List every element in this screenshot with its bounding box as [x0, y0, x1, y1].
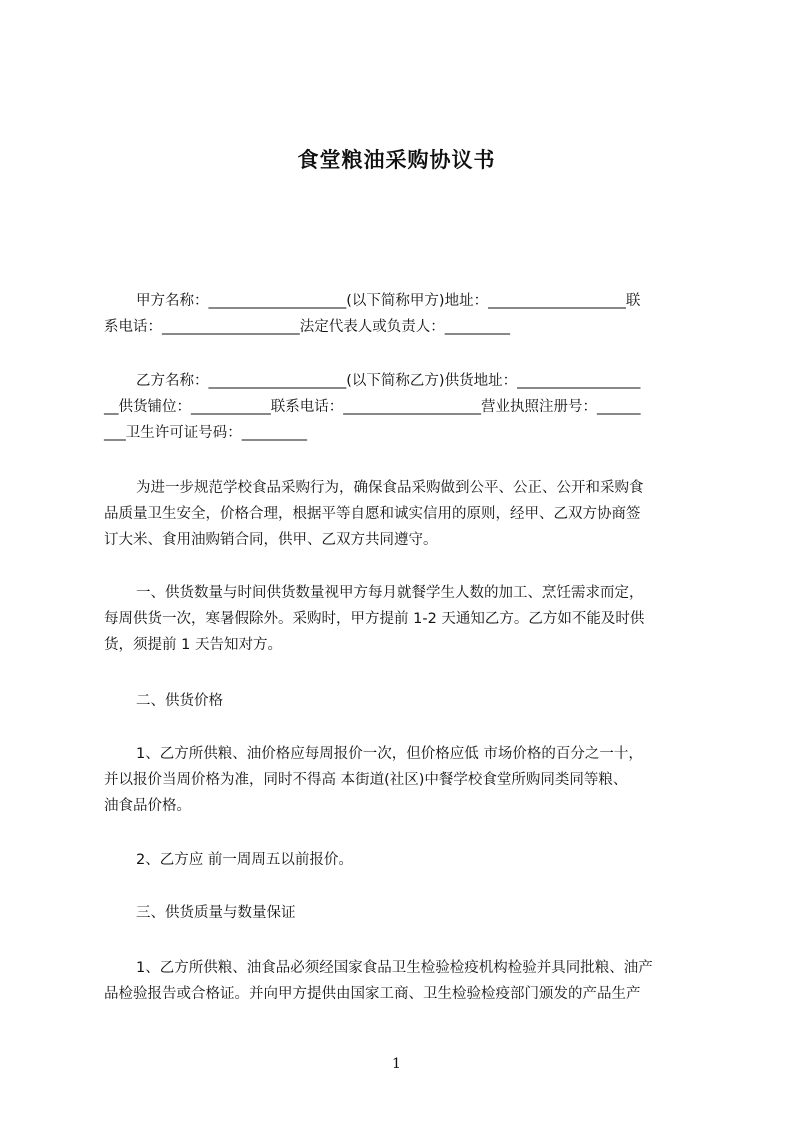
party-b-info [104, 368, 716, 446]
section-2-item-1 [104, 741, 716, 819]
section-1-line-3: 货，须提前 1 天告知对方。 [104, 637, 282, 653]
section-1-line-2: 每周供货一次，寒暑假除外。采购时，甲方提前 1-2 天通知乙方。乙方如不能及时供 [104, 611, 645, 627]
section-3-item-1 [104, 955, 716, 1007]
section-3-item-1-line-2: 品检验报告或合格证。并向甲方提供由国家工商、卫生检验检疫部门颁发的产品生产 [104, 986, 641, 1002]
party-a-line-1: 甲方名称：___________________(以下简称甲方)地址：___________________联 [136, 293, 641, 309]
section-3-heading: 三、供货质量与数量保证 [136, 905, 296, 921]
party-b-line-2: __供货铺位：___________联系电话：___________________营业执照注册号：______ [104, 399, 641, 415]
section-1-paragraph [104, 580, 716, 658]
intro-line-3: 订大米、食用油购销合同，供甲、乙双方共同遵守。 [104, 532, 438, 548]
party-b-line-1: 乙方名称：___________________(以下简称乙方)供货地址：_________________ [136, 373, 641, 389]
party-a-info [104, 288, 716, 340]
section-2-item-1-line-3: 油食品价格。 [104, 798, 191, 814]
section-3-heading-block [104, 900, 716, 926]
document-title: 食堂粮油采购协议书 [297, 148, 496, 172]
party-b-line-3: ___卫生许可证号码：_________ [104, 425, 307, 441]
section-2-item-2-block [104, 847, 716, 873]
intro-paragraph [104, 475, 716, 553]
section-3-item-1-line-1: 1、乙方所供粮、油食品必须经国家食品卫生检验检疫机构检验并具同批粮、油产 [136, 960, 653, 976]
page-number: 1 [392, 1056, 401, 1072]
section-2-heading: 二、供货价格 [136, 693, 223, 709]
party-a-line-2: 系电话：___________________法定代表人或负责人：_________ [104, 319, 510, 335]
section-2-item-1-line-2: 并以报价当周价格为准，同时不得高 本街道(社区)中餐学校食堂所购同类同等粮、 [104, 772, 628, 788]
intro-line-1: 为进一步规范学校食品采购行为，确保食品采购做到公平、公正、公开和采购食 [136, 480, 644, 496]
intro-line-2: 品质量卫生安全，价格合理，根据平等自愿和诚实信用的原则，经甲、乙双方协商签 [104, 506, 641, 522]
section-2-item-1-line-1: 1、乙方所供粮、油价格应每周报价一次，但价格应低 市场价格的百分之一十， [136, 746, 643, 762]
section-2-heading-block [104, 688, 716, 714]
section-1-line-1: 一、供货数量与时间供货数量视甲方每月就餐学生人数的加工、烹饪需求而定， [136, 585, 644, 601]
section-2-item-2: 2、乙方应 前一周周五以前报价。 [136, 852, 353, 868]
